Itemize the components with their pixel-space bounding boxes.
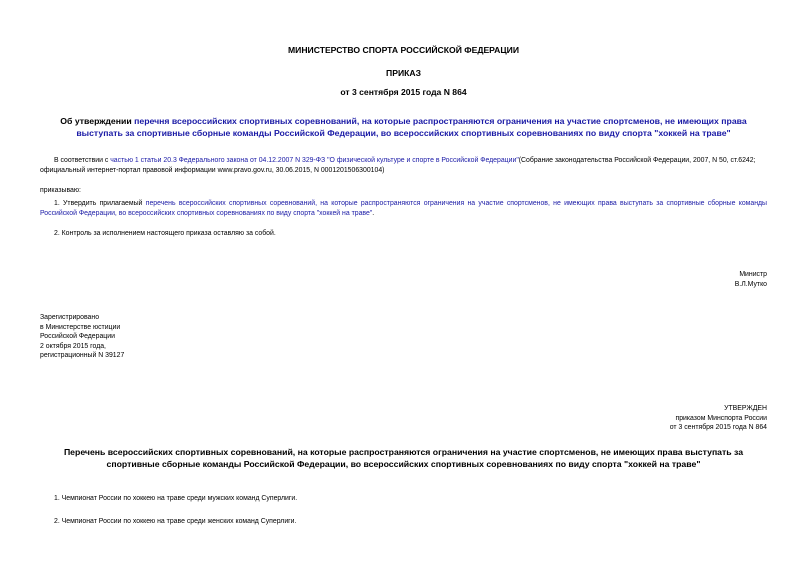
law-link[interactable]: частью 1 статьи 20.3 Федерального закона от 04.12.2007 N 329-ФЗ "О физической культуре и спорте в Российской Федерации" [110, 157, 519, 164]
title-link[interactable]: перечня всероссийских спортивных соревнований, на которые распространяются ограничения на участие спортсменов, не имеющих права выступать за спортивные сборные команды Российской Федерации, во всероссийских спортивных соревнованиях по виду спорта "хоккей на траве" [76, 116, 747, 138]
approved-line: от 3 сентября 2015 года N 864 [669, 424, 767, 431]
order-word: приказываю: [40, 187, 81, 194]
document-title [40, 115, 767, 139]
registration-block [40, 313, 124, 361]
signature-name: В.Л.Мутко [734, 281, 767, 288]
list-item: 1. Чемпионат России по хоккею на траве среди мужских команд Суперлиги. [54, 495, 298, 502]
list-item: 2. Чемпионат России по хоккею на траве среди женских команд Суперлиги. [54, 518, 297, 525]
registration-line: регистрационный N 39127 [40, 352, 125, 359]
order-item-2: 2. Контроль за исполнением настоящего приказа оставляю за собой. [54, 230, 276, 237]
registration-line: 2 октября 2015 года, [40, 342, 106, 350]
list-link[interactable]: перечень всероссийских спортивных соревнований, на которые распространяются ограничения на участие спортсменов, не имеющих права выступать за спортивные сборные команды Российской Федерации, во всероссийских спортивных соревнованиях по виду спорта "хоккей на траве" [40, 200, 767, 217]
signature-position: Министр [739, 271, 767, 278]
ministry-heading: МИНИСТЕРСТВО СПОРТА РОССИЙСКОЙ ФЕДЕРАЦИИ [287, 45, 519, 55]
registration-line: Зарегистрировано [40, 314, 100, 321]
preamble-paragraph [40, 156, 767, 175]
registration-line: Российской Федерации [40, 333, 115, 340]
preamble-start: В соответствии с [54, 157, 111, 164]
approved-line: приказом Минспорта России [675, 414, 767, 422]
list-title: Перечень всероссийских спортивных соревнований, на которые распространяются ограничения на участие спортсменов, не имеющих права выступать за спортивные сборные команды Российской Федерации, во всероссийских спортивных соревнованиях по виду спорта "хоккей на траве" [63, 447, 744, 469]
approved-block [670, 404, 767, 433]
doc-type-heading: ПРИКАЗ [386, 68, 421, 78]
date-number-heading: от 3 сентября 2015 года N 864 [340, 87, 467, 97]
item1-end: . [372, 209, 375, 217]
approved-line: УТВЕРЖДЕН [724, 405, 767, 412]
order-item-1 [40, 199, 767, 218]
title-prefix: Об утверждении [60, 116, 135, 126]
item1-start: 1. Утвердить прилагаемый [54, 200, 146, 207]
preamble-end: (Собрание законодательства Российской Федерации, 2007, N 50, ст.6242; официальный интернет-портал правовой информации www.pravo.gov.ru, 30.06.2015, N 0001201506300104) [40, 157, 756, 174]
registration-line: в Министерстве юстиции [40, 323, 121, 331]
